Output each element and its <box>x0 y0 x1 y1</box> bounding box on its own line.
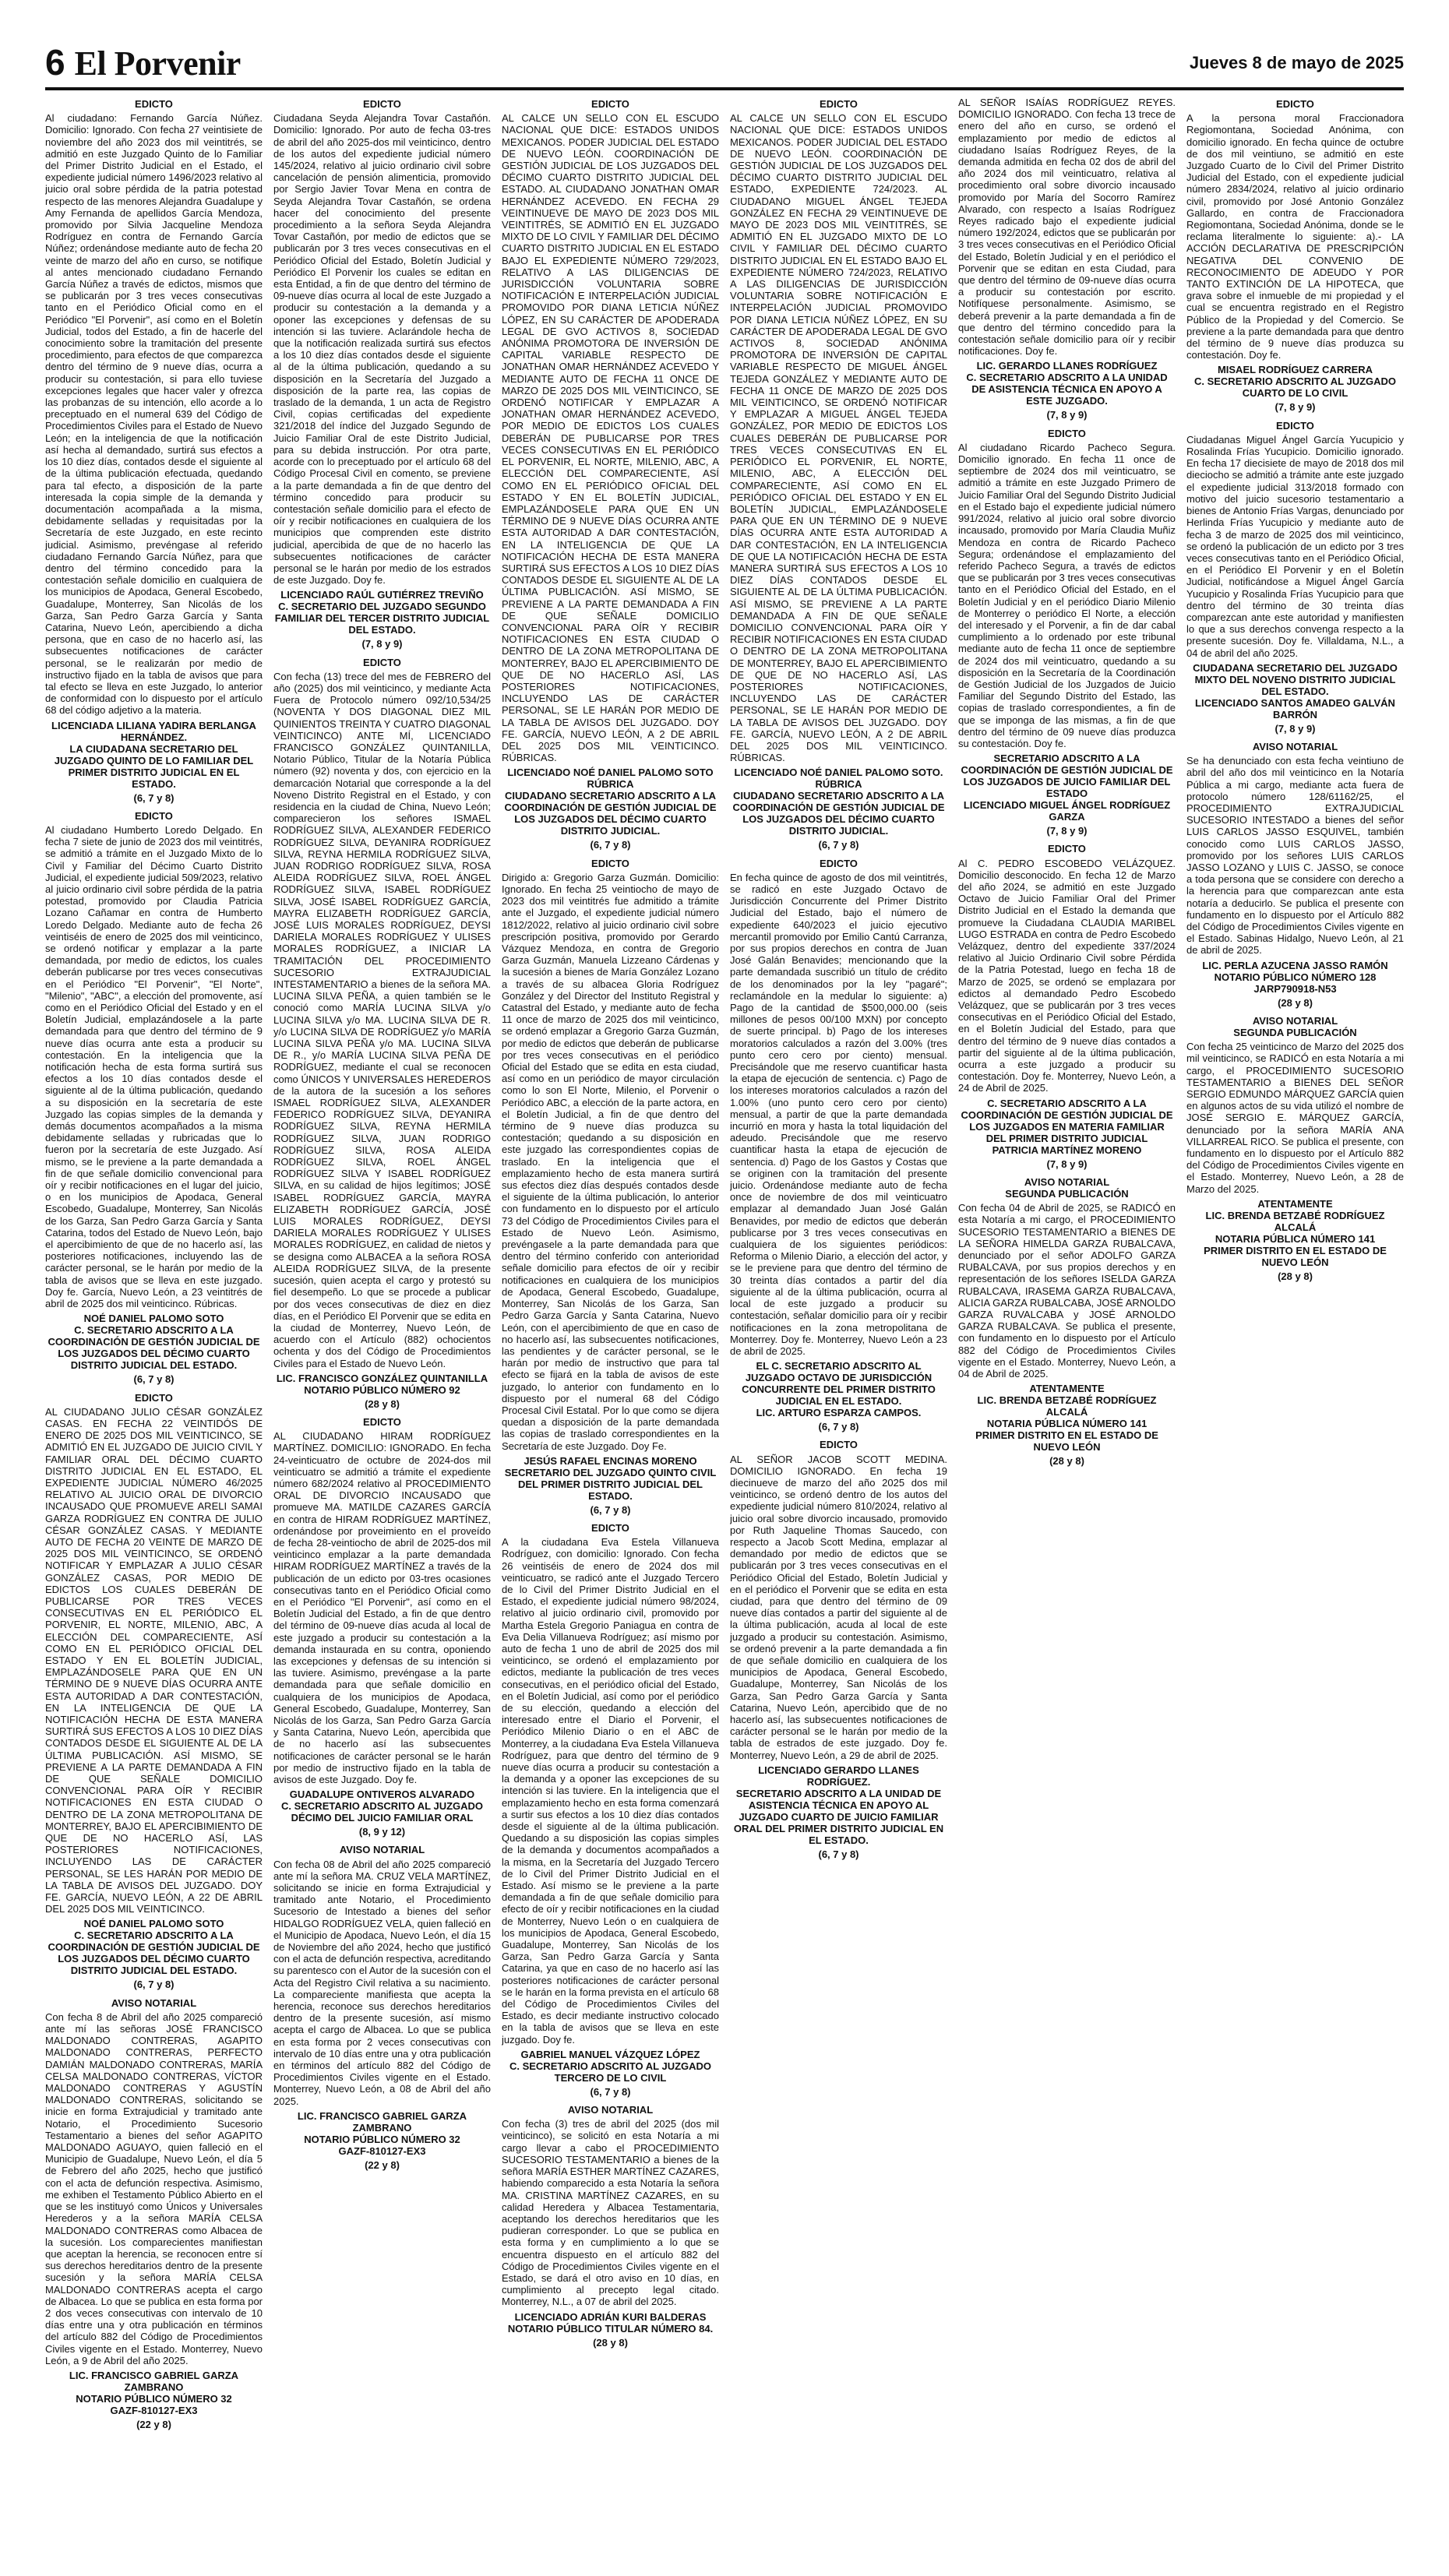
publication-dates: (6, 7 y 8) <box>133 1979 175 1991</box>
publication-dates: (28 y 8) <box>1278 996 1313 1009</box>
column-1 <box>45 97 263 2558</box>
notice-signature: LIC. FRANCISCO GONZÁLEZ QUINTANILLA NOTARIO PÚBLICO NÚMERO 92 <box>276 1372 488 1396</box>
notice-title: EDICTO <box>820 857 858 869</box>
publication-dates: (7, 8 y 9) <box>1046 825 1088 837</box>
notice-signature: LICENCIADA LILIANA YADIRA BERLANGA HERNÁNDEZ. LA CIUDADANA SECRETARIO DEL JUZGADO QUINTO DE LO FAMILIAR DEL PRIMER DISTRITO JUDICIAL EN EL ESTADO. <box>51 719 256 790</box>
notice-columns <box>45 97 1404 2558</box>
publication-dates: (28 y 8) <box>1278 1270 1313 1282</box>
notice-body: AL CALCE UN SELLO CON EL ESCUDO NACIONAL QUE DICE: ESTADOS UNIDOS MEXICANOS. PODER JUDICIAL DEL ESTADO DE NUEVO LEÓN. COORDINACIÓN DE GESTIÓN JUDICIAL DE LOS JUZGADOS DEL DÉCIMO CUARTO DISTRITO JUDICIAL DEL ESTADO, EXPEDIENTE 724/2023. AL CIUDADANO MIGUEL ÁNGEL TEJEDA GONZÁLEZ EN FECHA 29 VEINTINUEVE DE MAYO DE 2023 DOS MIL VEINTITRÉS, SE ADMITIÓ EN EL JUZGADO MIXTO DE LO CIVIL Y FAMILIAR DEL DÉCIMO CUARTO DISTRITO JUDICIAL EN EL ESTADO BAJO EL EXPEDIENTE NÚMERO 724/2023, RELATIVO A LAS DILIGENCIAS DE JURISDICCIÓN VOLUNTARIA SOBRE NOTIFICACIÓN E INTERPELACIÓN JUDICIAL PROMOVIDO POR DIANA LETICIA NÚÑEZ LÓPEZ, EN SU CARÁCTER DE APODERADA LEGAL DE GVO ACTIVOS 8, SOCIEDAD ANÓNIMA PROMOTORA DE INVERSIÓN DE CAPITAL VARIABLE RESPECTO DE MIGUEL ÁNGEL TEJEDA GONZÁLEZ Y MEDIANTE AUTO DE FECHA 11 ONCE DE MARZO DE 2025 DOS MIL VEINTICINCO, SE ORDENÓ NOTIFICAR Y EMPLAZAR A MIGUEL ÁNGEL TEJEDA GONZÁLEZ, POR MEDIO DE EDICTOS LOS CUALES DEBERÁN DE PUBLICARSE POR TRES VECES CONSECUTIVAS EN EL PERIÓDICO EL PORVENIR, EL NORTE, MILENIO, ABC, A ELECCIÓN DEL COMPARECIENTE, ASÍ COMO EN EL PERIÓDICO OFICIAL DEL ESTADO Y EN EL BOLETÍN JUDICIAL, EMPLAZÁNDOSELE PARA QUE EN UN TÉRMINO DE 9 NUEVE DÍAS OCURRA ANTE ESTA AUTORIDAD A DAR CONTESTACIÓN, EN LA INTELIGENCIA DE QUE LA NOTIFICACIÓN HECHA DE ESTA MANERA SURTIRÁ SUS EFECTOS A LOS 10 DIEZ DÍAS CONTADOS DESDE EL SIGUIENTE AL DE LA ÚLTIMA PUBLICACIÓN. ASÍ MISMO, SE PREVIENE A LA PARTE DEMANDADA A FIN DE QUE SEÑALE DOMICILIO CONVENCIONAL PARA OÍR Y RECIBIR NOTIFICACIONES EN ESTA CIUDAD O DENTRO DE LA ZONA METROPOLITANA DE MONTERREY, BAJO EL APERCIBIMIENTO DE QUE DE NO HACERLO ASÍ, LAS POSTERIORES NOTIFICACIONES, INCLUYENDO LAS DE CARÁCTER PERSONAL, SE LE HARÁN POR MEDIO DE LA TABLA DE AVISOS DEL JUZGADO. DOY FE. GARCÍA, NUEVO LEÓN, A 2 DE ABRIL DEL 2025 DOS MIL VEINTICINCO. RÚBRICAS. <box>730 112 947 764</box>
publication-date: Jueves 8 de mayo de 2025 <box>1189 53 1404 72</box>
column-4 <box>730 97 947 2558</box>
notice-signature: MISAEL RODRÍGUEZ CARRERA C. SECRETARIO ADSCRITO AL JUZGADO CUARTO DE LO CIVIL <box>1193 364 1397 400</box>
notice-signature: LICENCIADO GERARDO LLANES RODRÍGUEZ. SECRETARIO ADSCRITO A LA UNIDAD DE ASISTENCIA TÉCNICA EN APOYO AL JUZGADO CUARTO DE JUICIO FAMILIAR ORAL DEL PRIMER DISTRITO JUDICIAL EN EL ESTADO. <box>733 1764 944 1846</box>
notice-signature: LIC. PERLA AZUCENA JASSO RAMÓN NOTARIO PÚBLICO NÚMERO 128 JARP790918-N53 <box>1202 959 1388 995</box>
column-2 <box>273 97 491 2558</box>
legal-notice <box>273 657 491 1410</box>
notice-signature: NOÉ DANIEL PALOMO SOTO C. SECRETARIO ADSCRITO A LA COORDINACIÓN DE GESTIÓN JUDICIAL DE LOS JUZGADOS DEL DÉCIMO CUARTO DISTRITO JUDICIAL DEL ESTADO. <box>48 1918 260 1977</box>
notice-body: AL SEÑOR JACOB SCOTT MEDINA. DOMICILIO IGNORADO. En fecha 19 diecinueve de marzo del año 2025 dos mil veinticinco, se ordenó dentro de los autos del expediente judicial número 810/2024, relativo al juicio oral sobre divorcio incausado, promovido por Ruth Jaqueline Thomas Saucedo, con respecto a Jacob Scott Medina, emplazar al demandado por medio de edictos que se publicarán por 3 tres veces consecutivas en el Periódico Oficial del Estado, Boletín Judicial y en el periódico el Porvenir que se edita en esta ciudad, para que dentro del término de 09 nueve días contados a partir del siguiente al de la última publicación, acuda al local de este juzgado a producir su contestación. Asimismo, se ordenó prevenir a la parte demandada a fin de que señale domicilio en cualquiera de los municipios de Apodaca, General Escobedo, Guadalupe, Monterrey, San Nicolás de los Garza, San Pedro Garza García y Santa Catarina, Nuevo León, apercibido que de no hacerlo así, las subsecuentes notificaciones de carácter personal se le harán por medio de la tabla de estrados de este juzgado. Doy fe. Monterrey, Nuevo León, a 29 de abril de 2025. <box>730 1453 947 1761</box>
notice-title: AVISO NOTARIAL <box>567 2104 654 2116</box>
notice-title: EDICTO <box>591 857 629 869</box>
publication-dates: (6, 7 y 8) <box>590 839 631 851</box>
notice-signature: SECRETARIO ADSCRITO A LA COORDINACIÓN DE GESTIÓN JUDICIAL DE LOS JUZGADOS DE JUICIO FAMILIAR DEL ESTADO LICENCIADO MIGUEL ÁNGEL RODRÍGUEZ GARZA <box>961 752 1173 823</box>
notice-body: A la ciudadana Eva Estela Villanueva Rodríguez, con domicilio: Ignorado. Con fecha 26 veintiséis de enero de 2024 dos mil veinticuatro, se radicó ante el Juzgado Tercero de lo Civil del Primer Distrito Judicial en el Estado, el expediente judicial número 98/2024, relativo al juicio ordinario civil, promovido por Martha Estela Gregorio Paniagua en contra de Eva Delia Villanueva Rodríguez; así mismo por auto de fecha 1 uno de abril de 2025 dos mil veinticinco, se ordenó el emplazamiento por edictos, mediante la publicación de tres veces consecutivas, en el periódico oficial del Estado, en el Boletín Judicial, así como por el periódico de su elección, quedando a elección del interesado entre el Diario el Porvenir, el Periódico Milenio Diario o en el ABC de Monterrey, a la ciudadana Eva Estela Villanueva Rodríguez, para que dentro del término de 9 nueve días ocurra a producir su contestación a la demanda y a oponer las excepciones de su intención si las tuviere. En la inteligencia que el emplazamiento hecho en esta forma comenzará a surtir sus efectos a los 10 diez días contados desde el siguiente al de la última publicación. Quedando a su disposición las copias simples de la demanda y documentos acompañados a la misma, en la Secretaría del Juzgado Tercero de lo Civil del Primer Distrito Judicial en el Estado. Así mismo se le previene a la parte demandada a fin de que señale domicilio para efecto de oír y recibir notificaciones en la ciudad de Monterrey, Nuevo León o en cualquiera de los municipios de Apodaca, General Escobedo, Guadalupe, Monterrey, San Nicolás de los Garza, San Pedro Garza García y Santa Catarina, ya que en caso de no hacerlo así las posteriores notificaciones de carácter personal se le harán en la forma prevista en el artículo 68 del Código de Procedimientos Civiles del Estado, es decir mediante instructivo colocado en la tabla de avisos que se lleva en este juzgado. Doy fe. <box>502 1536 719 2046</box>
notice-body: AL SEÑOR ISAÍAS RODRÍGUEZ REYES. DOMICILIO IGNORADO. Con fecha 13 trece de enero del año en curso, se ordenó el emplazamiento por medio de edictos al ciudadano Isaías Rodríguez Reyes, de la demanda admitida en fecha 02 dos de abril del año 2024 dos mil veinticuatro, relativa al procedimiento oral sobre divorcio incausado promovido por María del Socorro Ramírez Alvarado, con respecto a Isaías Rodríguez Reyes radicado bajo el expediente judicial número 192/2024, edictos que se publicarán por 3 tres veces consecutivas en el Periódico Oficial del Estado, Boletín Judicial y en el periódico el Porvenir que se editan en esta Ciudad, para que dentro del término de 09-nueve días ocurra a producir su contestación por escrito. Notifíquese personalmente. Asimismo, se deberá prevenir a la parte demandada a fin de que dentro del término concedido para la contestación señale domicilio para oír y recibir notificaciones. Doy fe. <box>958 97 1176 358</box>
notice-body: Con fecha (3) tres de abril del 2025 (dos mil veinticinco), se solicitó en esta Notaría a mi cargo llevar a cabo el PROCEDIMIENTO SUCESORIO TESTAMENTARIO a bienes de la señora MARÍA ESTHER MARTÍNEZ CAZARES, habiendo comparecido a esta Notaría la señora MA. CRISTINA MARTÍNEZ CAZARES, en su calidad Heredera y Albacea Testamentaria, aceptando los derechos hereditarios que les pudieran corresponder. Lo que se publica en esta forma y en cumplimiento a lo que se encuentra dispuesto en el artículo 882 del Código de Procedimientos Civiles vigente en el Estado, se dará el otro aviso en 10 días, en cumplimiento al precepto legal citado. Monterrey, N.L., a 07 de abril del 2025. <box>502 2118 719 2308</box>
notice-body: Con fecha 8 de Abril del año 2025 compareció ante mí las señoras JOSÉ FRANCISCO MALDONADO CONTRERAS, AGAPITO MALDONADO CONTRERAS, PERFECTO DAMIÁN MALDONADO CONTRERAS, MARÍA CELSA MALDONADO CONTRERAS, VÍCTOR MALDONADO CONTRERAS Y AGUSTÍN MALDONADO CONTRERAS, solicitando se inicie en forma Extrajudicial y tramitado ante Notario, el Procedimiento Sucesorio Testamentario a bienes del señor AGAPITO MALDONADO AGUAYO, quien falleció en el Municipio de Guadalupe, Nuevo León, el día 5 de Febrero del año 2025, hecho que justificó con el acta de defunción respectiva. Asimismo, me exhiben el Testamento Público Abierto en el que se les instituyó como Únicos y Universales Herederos y a la señora MARÍA CELSA MALDONADO CONTRERAS como Albacea de la sucesión. Los comparecientes manifiestan que aceptan la herencia, se reconocen entre sí sus derechos hereditarios dentro de la presente sucesión y la señora MARÍA CELSA MALDONADO CONTRERAS acepta el cargo de Albacea. Lo que se publica en esta forma por 2 dos veces consecutivas con intervalo de 10 días entre una y otra publicación en términos del artículo 882 del Código de Procedimientos Civiles vigente en el Estado. Monterrey, Nuevo León, a 9 de Abril del año 2025. <box>45 2010 263 2366</box>
notice-body: Con fecha (13) trece del mes de FEBRERO del año (2025) dos mil veinticinco, y mediante Acta Fuera de Protocolo número 092/10,534/25 (NOVENTA Y DOS DIAGONAL DIEZ MIL QUINIENTOS TREINTA Y CUATRO DIAGONAL VEINTICINCO) ANTE MÍ, LICENCIADO FRANCISCO GONZÁLEZ QUINTANILLA, Notario Público, Titular de la Notaría Pública número (92) noventa y dos, con ejercicio en la demarcación Notarial que corresponde a la del Noveno Distrito Registral en el Estado, y con residencia en la ciudad de China, Nuevo León; comparecieron los señores ISMAEL RODRÍGUEZ SILVA, ALEXANDER FEDERICO RODRÍGUEZ SILVA, DEYANIRA RODRÍGUEZ SILVA, REYNA HERMILA RODRÍGUEZ SILVA, JUAN RODRIGO RODRÍGUEZ SILVA, ROSA ALEIDA RODRÍGUEZ SILVA, ROEL ÁNGEL RODRÍGUEZ SILVA, ISABEL RODRÍGUEZ SILVA, JOSÉ ISABEL RODRÍGUEZ GARCÍA, MAYRA ELIZABETH RODRÍGUEZ GARCÍA, JOSÉ LUIS MORALES RODRÍGUEZ, DEYSI DARIELA MORALES RODRÍGUEZ Y ULISES MORALES RODRÍGUEZ, a INICIAR LA TRAMITACIÓN DEL PROCEDIMIENTO SUCESORIO EXTRAJUDICIAL INTESTAMENTARIO a bienes de la señora MA. LUCINA SILVA PEÑA, a quien también se le conoció como MARÍA LUCINA SILVA y/o LUCINA SILVA y/o MA. LUCINA SILVA DE R. y/o LUCINA SILVA DE RODRÍGUEZ y/o MARÍA LUCINA SILVA PEÑA y/o MA. LUCINA SILVA DE R., y/o MARÍA LUCINA SILVA PEÑA DE RODRÍGUEZ, mediante el cual se reconocen como ÚNICOS Y UNIVERSALES HEREDEROS de la autora de la sucesión a los señores ISMAEL RODRÍGUEZ SILVA, ALEXANDER FEDERICO RODRÍGUEZ SILVA, DEYANIRA RODRÍGUEZ SILVA, REYNA HERMILA RODRÍGUEZ SILVA, JUAN RODRIGO RODRÍGUEZ SILVA, ROSA ALEIDA RODRÍGUEZ SILVA, ROEL ÁNGEL RODRÍGUEZ SILVA Y ISABEL RODRÍGUEZ SILVA, en su calidad de hijos legítimos; JOSÉ ISABEL RODRÍGUEZ GARCÍA, MAYRA ELIZABETH RODRÍGUEZ GARCÍA, JOSÉ LUIS MORALES RODRÍGUEZ, DEYSI DARIELA MORALES RODRÍGUEZ Y ULISES MORALES RODRÍGUEZ, en calidad de nietos y se designa como ALBACEA a la señora ROSA ALEIDA RODRÍGUEZ SILVA, de la presente sucesión, quien acepta el cargo y protestó su fiel desempeño. Lo que se procede a publicar por dos veces consecutivas de diez en diez días, en el Periódico El Porvenir que se edita en la ciudad de Monterrey, Nuevo León, de acuerdo con el Artículo (882) ochocientos ochenta y dos del Código de Procedimientos Civiles para el Estado de Nuevo León. <box>273 670 491 1369</box>
legal-notice <box>958 843 1176 1169</box>
notice-title: AVISO NOTARIAL SEGUNDA PUBLICACIÓN <box>1005 1175 1129 1200</box>
notice-signature: CIUDADANA SECRETARIO DEL JUZGADO MIXTO DEL NOVENO DISTRITO JUDICIAL DEL ESTADO. LICENCIADO SANTOS AMADEO GALVÁN BARRÓN <box>1193 661 1398 721</box>
notice-title: EDICTO <box>135 98 173 110</box>
notice-body: Ciudadanas Miguel Ángel García Yucupicio y Rosalinda Frías Yucupicio. Domicilio ignorado. En fecha 17 diecisiete de mayo de 2018 dos mil dieciocho se admitió a trámite ante este juzgado el expediente judicial 313/2018 formado con motivo del juicio sucesorio testamentario a bienes de Antonio Frías Vargas, denunciado por Herlinda Frías Yucupicio y mediante auto de fecha 3 de marzo de 2025 dos mil veinticinco, se ordenó la publicación de un edicto por 3 tres veces consecutivas tanto en el Periódico Oficial, en el Periódico El Porvenir y en el Boletín Judicial, notificándose a Miguel Ángel García Yucupicio y Rosalinda Frías Yucupicio para que dentro del término de 30 treinta días comparezcan ante este autoridad y manifiesten lo que a sus derechos convenga respecto a la presente sucesión. Doy fe. Villaldama, N.L., a 04 de abril del año 2025. <box>1186 433 1404 659</box>
legal-notice <box>273 1416 491 1838</box>
legal-notice <box>502 98 719 851</box>
publication-dates: (6, 7 y 8) <box>133 791 175 804</box>
publication-dates: (7, 8 y 9) <box>361 638 403 650</box>
notice-title: EDICTO <box>135 809 173 822</box>
publication-dates: (6, 7 y 8) <box>818 1848 859 1860</box>
legal-notice <box>45 1997 263 2431</box>
notice-signature: JESÚS RAFAEL ENCINAS MORENO SECRETARIO DEL JUZGADO QUINTO CIVIL DEL PRIMER DISTRITO JUDICIAL DEL ESTADO. <box>504 1454 717 1502</box>
notice-signature: LICENCIADO RAÚL GUTIÉRREZ TREVIÑO C. SECRETARIO DEL JUZGADO SEGUNDO FAMILIAR DEL TERCER DISTRITO JUDICIAL DEL ESTADO. <box>274 589 490 636</box>
publication-dates: (28 y 8) <box>593 2336 628 2349</box>
notice-signature: GUADALUPE ONTIVEROS ALVARADO C. SECRETARIO ADSCRITO AL JUZGADO DÉCIMO DEL JUICIO FAMILIAR ORAL <box>280 1788 484 1824</box>
notice-signature: C. SECRETARIO ADSCRITO A LA COORDINACIÓN DE GESTIÓN JUDICIAL DE LOS JUZGADOS EN MATERIA FAMILIAR DEL PRIMER DISTRITO JUDICIAL PATRICIA MARTÍNEZ MORENO <box>961 1097 1173 1156</box>
notice-signature: ATENTAMENTE LIC. BRENDA BETZABÉ RODRÍGUEZ ALCALÁ NOTARIA PÚBLICA NÚMERO 141 PRIMER DISTRITO EN EL ESTADO DE NUEVO LEÓN <box>975 1383 1158 1454</box>
notice-body: Con fecha 08 de Abril del año 2025 compareció ante mí la señora MA. CRUZ VELA MARTÍNEZ, solicitando se inicie en forma Extrajudicial y tramitado ante Notario, el Procedimiento Sucesorio de Intestado a bienes del señor HIDALGO RODRÍGUEZ VELA, quien falleció en el Municipio de Apodaca, Nuevo León, el día 15 de Noviembre del año 2024, hecho que justificó con el acta de defunción respectiva, acreditando su parentesco con el Autor de la sucesión con el Acta del Registro Civil relativa a su nacimiento. La compareciente manifiesta que acepta la herencia, reconoce sus derechos hereditarios dentro de la presente sucesión, así mismo acepta el cargo de Albacea. Lo que se publica en esta forma por 2 veces consecutivas con intervalo de 10 días entre una y otra publicación en términos del artículo 882 del Código de Procedimientos Civiles vigente en el Estado. Monterrey, Nuevo León, a 08 de Abril del año 2025. <box>273 1858 491 2107</box>
notice-title: EDICTO <box>1048 427 1086 439</box>
publication-dates: (8, 9 y 12) <box>358 1826 406 1838</box>
notice-body: AL CIUDADANO JULIO CÉSAR GONZÁLEZ CASAS. EN FECHA 22 VEINTIDÓS DE ENERO DE 2025 DOS MIL VEINTICINCO, SE ADMITIÓ EN EL JUZGADO DE JUICIO CIVIL Y FAMILIAR ORAL DEL DÉCIMO CUARTO DISTRITO JUDICIAL EN EL ESTADO, EL EXPEDIENTE JUDICIAL NÚMERO 46/2025 RELATIVO AL JUICIO ORAL DE DIVORCIO INCAUSADO QUE PROMUEVE ARELI SAMAI GARZA RODRÍGUEZ EN CONTRA DE JULIO CÉSAR GONZÁLEZ CASAS. Y MEDIANTE AUTO DE FECHA 20 VEINTE DE MARZO DE 2025 DOS MIL VEINTICINCO, SE ORDENÓ NOTIFICAR Y EMPLAZAR A JULIO CÉSAR GONZÁLEZ CASAS, POR MEDIO DE EDICTOS LOS CUALES DEBERÁN DE PUBLICARSE POR TRES VECES CONSECUTIVAS EN EL PERIÓDICO EL PORVENIR, EL NORTE, MILENIO, ABC, A ELECCIÓN DEL COMPARECIENTE, ASÍ COMO EN EL PERIÓDICO OFICIAL DEL ESTADO Y EN EL BOLETÍN JUDICIAL, EMPLAZÁNDOSELE PARA QUE EN UN TÉRMINO DE 9 NUEVE DÍAS OCURRA ANTE ESTA AUTORIDAD A DAR CONTESTACIÓN, EN LA INTELIGENCIA DE QUE LA NOTIFICACIÓN HECHA DE ESTA MANERA SURTIRÁ SUS EFECTOS A LOS 10 DIEZ DÍAS CONTADOS DESDE EL SIGUIENTE AL DE LA ÚLTIMA PUBLICACIÓN. ASÍ MISMO, SE PREVIENE A LA PARTE DEMANDADA A FIN DE QUE SEÑALE DOMICILIO CONVENCIONAL PARA OÍR Y RECIBIR NOTIFICACIONES EN ESTA CIUDAD O DENTRO DE LA ZONA METROPOLITANA DE MONTERREY, BAJO EL APERCIBIMIENTO DE QUE DE NO HACERLO ASÍ, LAS POSTERIORES NOTIFICACIONES, INCLUYENDO LAS DE CARÁCTER PERSONAL, SE LES HARÁN POR MEDIO DE LA TABLA DE AVISOS DEL JUZGADO. DOY FE. GARCÍA, NUEVO LEÓN, A 22 DE ABRIL DEL 2025 DOS MIL VEINTICINCO. <box>45 1405 263 1915</box>
notice-signature: LICENCIADO NOÉ DANIEL PALOMO SOTO RÚBRICA CIUDADANO SECRETARIO ADSCRITO A LA COORDINACIÓN DE GESTIÓN JUDICIAL DE LOS JUZGADOS DEL DÉCIMO CUARTO DISTRITO JUDICIAL. <box>504 766 717 837</box>
masthead-rule <box>45 87 1404 90</box>
legal-notice <box>1186 420 1404 735</box>
notice-signature: LIC. GERARDO LLANES RODRÍGUEZ C. SECRETARIO ADSCRITO A LA UNIDAD DE ASISTENCIA TÉCNICA EN APOYO A ESTE JUZGADO. <box>966 360 1168 407</box>
notice-title: EDICTO <box>135 1391 173 1404</box>
notice-body: AL CALCE UN SELLO CON EL ESCUDO NACIONAL QUE DICE: ESTADOS UNIDOS MEXICANOS. PODER JUDICIAL DEL ESTADO DE NUEVO LEÓN. COORDINACIÓN DE GESTIÓN JUDICIAL DE LOS JUZGADOS DEL DÉCIMO CUARTO DISTRITO JUDICIAL DEL ESTADO. AL CIUDADANO JONATHAN OMAR HERNÁNDEZ ACEVEDO. EN FECHA 29 VEINTINUEVE DE MAYO DE 2023 DOS MIL VEINTITRÉS, SE ADMITIÓ EN EL JUZGADO MIXTO DE LO CIVIL Y FAMILIAR DEL DÉCIMO CUARTO DISTRITO JUDICIAL EN EL ESTADO BAJO EL EXPEDIENTE NÚMERO 729/2023, RELATIVO A LAS DILIGENCIAS DE JURISDICCIÓN VOLUNTARIA SOBRE NOTIFICACIÓN E INTERPELACIÓN JUDICIAL PROMOVIDO POR DIANA LETICIA NÚÑEZ LÓPEZ, EN SU CARÁCTER DE APODERADA LEGAL DE GVO ACTIVOS 8, SOCIEDAD ANÓNIMA PROMOTORA DE INVERSIÓN DE CAPITAL VARIABLE RESPECTO DE JONATHAN OMAR HERNÁNDEZ ACEVEDO Y MEDIANTE AUTO DE FECHA 11 ONCE DE MARZO DE 2025 DOS MIL VEINTICINCO, SE ORDENÓ NOTIFICAR Y EMPLAZAR A JONATHAN OMAR HERNÁNDEZ ACEVEDO, POR MEDIO DE EDICTOS LOS CUALES DEBERÁN DE PUBLICARSE POR TRES VECES CONSECUTIVAS EN EL PERIÓDICO EL PORVENIR, EL NORTE, MILENIO, ABC, A ELECCIÓN DEL COMPARECIENTE, ASÍ COMO EN EL PERIÓDICO OFICIAL DEL ESTADO Y EN EL BOLETÍN JUDICIAL, EMPLAZÁNDOSELE PARA QUE EN UN TÉRMINO DE 9 NUEVE DÍAS OCURRA ANTE ESTA AUTORIDAD A DAR CONTESTACIÓN, EN LA INTELIGENCIA DE QUE LA NOTIFICACIÓN HECHA DE ESTA MANERA SURTIRÁ SUS EFECTOS A LOS 10 DIEZ DÍAS CONTADOS DESDE EL SIGUIENTE AL DE LA ÚLTIMA PUBLICACIÓN. ASÍ MISMO, SE PREVIENE A LA PARTE DEMANDADA A FIN DE QUE SEÑALE DOMICILIO CONVENCIONAL PARA OÍR Y RECIBIR NOTIFICACIONES EN ESTA CIUDAD O DENTRO DE LA ZONA METROPOLITANA DE MONTERREY, BAJO EL APERCIBIMIENTO DE QUE DE NO HACERLO ASÍ, LAS POSTERIORES NOTIFICACIONES, INCLUYENDO LAS DE CARÁCTER PERSONAL, SE LE HARÁN POR MEDIO DE LA TABLA DE AVISOS DEL JUZGADO. DOY FE. GARCÍA, NUEVO LEÓN, A 2 DE ABRIL DEL 2025 DOS MIL VEINTICINCO. RÚBRICAS. <box>502 112 719 764</box>
publication-dates: (6, 7 y 8) <box>590 1503 631 1516</box>
notice-title: AVISO NOTARIAL <box>339 1844 425 1856</box>
legal-notice <box>502 858 719 1516</box>
notice-signature: LIC. FRANCISCO GABRIEL GARZA ZAMBRANO NOTARIO PÚBLICO NÚMERO 32 GAZF-810127-EX3 <box>69 2369 239 2416</box>
notice-body: Con fecha 04 de Abril de 2025, se RADICÓ en esta Notaría a mi cargo, el PROCEDIMIENTO SUCESORIO TESTAMENTARIO a BIENES DE LA SEÑORA HIMELDA GARZA RUBALCAVA, denunciado por el señor ADOLFO GARZA RUBALCAVA, por sus propios derechos y en representación de los señores ISELDA GARZA RUBALCAVA, IRASEMA GARZA RUBALCAVA, ALICIA GARZA RUBALCABA, JOSÉ ARNOLDO GARZA RUVALCABA y JOSÉ ARNOLDO GARZA RUBALCAVA. Se publica el presente, con fundamento en lo dispuesto por el Artículo 882 del Código de Procedimientos Civiles vigente en el Estado. Monterrey, Nuevo León, a 04 de Abril de 2025. <box>958 1202 1176 1380</box>
notice-title: EDICTO <box>363 656 401 668</box>
notice-title: EDICTO <box>591 98 629 110</box>
notice-title: EDICTO <box>363 98 401 110</box>
legal-notice <box>1186 98 1404 414</box>
publication-dates: (7, 8 y 9) <box>1274 401 1316 414</box>
publication-dates: (6, 7 y 8) <box>133 1373 175 1386</box>
notice-title: AVISO NOTARIAL <box>111 1996 197 2009</box>
notice-signature: NOÉ DANIEL PALOMO SOTO C. SECRETARIO ADSCRITO A LA COORDINACIÓN DE GESTIÓN JUDICIAL DE LOS JUZGADOS DEL DÉCIMO CUARTO DISTRITO JUDICIAL DEL ESTADO. <box>48 1313 260 1372</box>
legal-notice <box>1186 1015 1404 1282</box>
notice-body: Se ha denunciado con esta fecha veintiuno de abril del año dos mil veinticinco en la Notaría Pública a mi cargo, mediante acta fuera de protocolo número 128/61162/25, el PROCEDIMIENTO EXTRAJUDICIAL SUCESORIO INTESTADO a bienes del señor LUIS CARLOS JASSO ESQUIVEL, también conocido como LUIS CARLOS JASSO, promovido por los señores LUIS CARLOS JASSO LOZANO y LUIS C. JASSO, se conoce a toda persona que se considere con derecho a la herencia para que comparezcan ante esta notaría a deducirlo. Se publica el presente con fundamento en lo dispuesto por el Artículo 882 del Código de Procedimientos Civiles vigente en el Estado. Sabinas Hidalgo, Nuevo León, al 21 de abril de 2025. <box>1186 755 1404 957</box>
publication-dates: (6, 7 y 8) <box>818 1421 859 1433</box>
notice-signature: LIC. FRANCISCO GABRIEL GARZA ZAMBRANO NOTARIO PÚBLICO NÚMERO 32 GAZF-810127-EX3 <box>297 2109 467 2157</box>
newspaper-name: El Porvenir <box>74 44 241 83</box>
legal-notice <box>958 428 1176 837</box>
column-5 <box>958 97 1176 2558</box>
notice-title: EDICTO <box>591 1521 629 1534</box>
notice-signature: EL C. SECRETARIO ADSCRITO AL JUZGADO OCTAVO DE JURISDICCIÓN CONCURRENTE DEL PRIMER DISTRITO JUDICIAL EN EL ESTADO. LIC. ARTURO ESPARZA CAMPOS. <box>742 1360 936 1419</box>
masthead <box>45 41 1404 86</box>
column-6 <box>1186 97 1404 2558</box>
publication-dates: (28 y 8) <box>1049 1455 1084 1468</box>
notice-title: EDICTO <box>820 1439 858 1451</box>
notice-title: EDICTO <box>820 98 858 110</box>
notice-body: A la persona moral Fraccionadora Regiomontana, Sociedad Anónima, con domicilio ignorado. En fecha quince de octubre de dos mil veintiuno, se admitió en este Juzgado Cuarto de lo Civil del Primer Distrito Judicial del Estado, con el expediente judicial número 2834/2024, relativo al juicio ordinario civil, promovido por José Antonio González Gallardo, en contra de Fraccionadora Regiomontana, Sociedad Anónima, donde se le reclama literalmente lo siguiente: a).- LA ACCIÓN DECLARATIVA DE PRESCRIPCIÓN NEGATIVA DEL CONVENIO DE RECONOCIMIENTO DE ADEUDO Y POR TANTO EXTINCIÓN DE LA HIPOTECA, que grava sobre el inmueble de mi propiedad y el cual se encuentra registrado en el Registro Público de la Propiedad y del Comercio. Se previene a la parte demandada para que dentro del término de 9 nueve días produzca su contestación. Doy fe. <box>1186 112 1404 361</box>
legal-notice <box>730 858 947 1433</box>
column-3 <box>502 97 719 2558</box>
publication-dates: (6, 7 y 8) <box>590 2085 631 2098</box>
notice-body: En fecha quince de agosto de dos mil veintitrés, se radicó en este Juzgado Octavo de Jurisdicción Concurrente del Primer Distrito Judicial del Estado, bajo el número de expediente 640/2023 el juicio ejecutivo mercantil promovido por Emilio Cantú Carranza, por sus propios derechos en contra de Juan José Galán Benavides; mencionando que la parte demandada suscribió un título de crédito de los denominados por la ley "pagaré"; reclamándole en la medular lo siguiente: a) Pago de la cantidad de $500,000.00 (seis millones de pesos 00/100 MXN) por concepto de suerte principal. b) Pago de los intereses moratorios calculados a razón del 3.00% (tres punto cero cero por ciento) mensual. Precisándole que me reservo cuantificar hasta la etapa de ejecución de sentencia. c) Pago de los intereses moratorios calculados a razón del 1.00% (uno punto cero cero por ciento) mensual, a partir de que la parte demandada incurrió en mora y hasta la total liquidación del adeudo. Precisándole que me reservo cuantificar hasta la etapa de ejecución de sentencia. d) Pago de los Gastos y Costas que se originen con la tramitación del presente juicio. Ordenándose mediante auto de fecha once de noviembre de dos mil veinticuatro emplazar al demandado Juan José Galán Benavides, por medio de edictos que deberán publicarse por 3 tres veces consecutivas en cualquiera de los siguientes periódicos: Reforma o Milenio Diario, a elección del actor, y se le previene para que dentro del término de 30 treinta días contados a partir del día siguiente al de la última publicación, ocurra al local de este juzgado a producir su contestación, señalar domicilio para oír y recibir notificaciones en la zona metropolitana de Monterrey. Doy fe. Monterrey, Nuevo León a 23 de abril de 2025. <box>730 871 947 1357</box>
notice-body: Dirigido a: Gregorio Garza Guzmán. Domicilio: Ignorado. En fecha 25 veintiocho de mayo de 2023 dos mil veintitrés fue admitido a trámite ante el Juzgado, el expediente judicial número 1812/2022, relativo al juicio ordinario civil sobre prescripción positiva, promovido por Gerardo Vázquez Mendoza, en contra de Gregorio Garza Guzmán, Manuela Lizzeano Cárdenas y la sucesión a bienes de María González Lozano a través de su albacea Gloria Rodríguez González y del Director del Instituto Registral y Catastral del Estado, y mediante auto de fecha 11 once de marzo de 2025 dos mil veinticinco, se ordenó emplazar a Gregorio Garza Guzmán, por medio de edictos que deberán de publicarse por tres veces consecutivas en el periódico Oficial del Estado que se edita en esta ciudad, así como en un periódico de mayor circulación como lo son El Norte, Milenio, el Porvenir o Periódico ABC, a elección de la parte actora, en el Boletín Judicial, a fin de que dentro del término de 9 nueve días produzca su contestación; quedando a su disposición en este juzgado las correspondientes copias de traslado. En la inteligencia que el emplazamiento hecho de esta manera surtirá sus efectos diez días después contados desde el siguiente de la última publicación, lo anterior con fundamento en lo dispuesto por el artículo 73 del Código de Procedimientos Civiles para el Estado de Nuevo León. Asimismo, prevéngasele a la parte demandada para que dentro del término conferido con anterioridad señale domicilio para efectos de oír y recibir notificaciones en cualquiera de los municipios de Apodaca, General Escobedo, Guadalupe, Monterrey, San Nicolás de los Garza, San Pedro Garza García y Santa Catarina, Nuevo León, con el apercibimiento de que en caso de no hacerlo así, las subsecuentes notificaciones, las pendientes y de carácter personal, se le harán por medio de instructivo que para tal efecto se fijará en la tabla de avisos de este juzgado, lo anterior con fundamento en lo dispuesto por el numeral 68 del Código Procesal Civil Estatal. Por lo que como se dijera quedan a disposición de la parte demandada las copias de traslado correspondientes en la Secretaría de este Juzgado. Doy Fe. <box>502 871 719 1452</box>
notice-signature: LICENCIADO NOÉ DANIEL PALOMO SOTO. RÚBRICA CIUDADANO SECRETARIO ADSCRITO A LA COORDINACIÓN DE GESTIÓN JUDICIAL DE LOS JUZGADOS DEL DÉCIMO CUARTO DISTRITO JUDICIAL. <box>732 766 945 837</box>
publication-dates: (22 y 8) <box>365 2158 400 2171</box>
notice-signature: GABRIEL MANUEL VÁZQUEZ LÓPEZ C. SECRETARIO ADSCRITO AL JUZGADO TERCERO DE LO CIVIL <box>509 2048 712 2084</box>
notice-body: Al ciudadano Ricardo Pacheco Segura. Domicilio ignorado. En fecha 11 once de septiembre de 2024 dos mil veinticuatro, se admitió a trámite en este Juzgado Primero de Juicio Familiar Oral del Segundo Distrito Judicial en el Estado bajo el expediente judicial número 991/2024, relativo al juicio oral sobre divorcio incausado, promovido por María Claudia Muñiz Mendoza en contra de Ricardo Pacheco Segura; ordenándose el emplazamiento del referido Pacheco Segura, a través de edictos que se publicarán por 3 tres veces consecutivas tanto en el Periódico Oficial del Estado, en el Boletín Judicial y en el periódico Diario Milenio de Monterrey o periódico El Norte, a elección del interesado y el Porvenir, a fin de dar cabal cumplimiento a lo ordenado por este tribunal mediante auto de fecha 11 once de septiembre de 2024 dos mil veinticuatro, quedando a su disposición en la Secretaría de la Coordinación de Gestión Judicial de los Juzgados de Juicio Familiar del Segundo Distrito del Estado, las copias de traslado correspondientes, a fin de que se imponga de las mismas, a fin de que dentro del término de 09 nueve días produzca su contestación. Doy fe. <box>958 441 1176 749</box>
notice-body: Al ciudadano: Fernando García Núñez. Domicilio: Ignorado. Con fecha 27 veintisiete de noviembre del año 2023 dos mil veintitrés, se admitió en este Juzgado Quinto de lo Familiar del Primer Distrito Judicial en el Estado, el expediente judicial número 1496/2023 relativo al juicio oral sobre pérdida de la patria potestad respecto de las menores Alejandra Guadalupe y Amy Fernanda de apellidos García Mendoza, promovido por Silvia Jacqueline Mendoza Rodríguez en contra de Fernando García Núñez; ordenándose mediante auto de fecha 20 veinte de marzo del año en curso, se notifique al antes mencionado ciudadano Fernando García Núñez a través de edictos, mismos que se publicarán por 3 tres veces consecutivas tanto en el Periódico Oficial como en el Periódico "El Porvenir", así como en el Boletín Judicial, todos del Estado, a fin de hacerle del conocimiento sobre la tramitación del presente procedimiento, para efectos de que comparezca dentro del término de 9 nueve días, ocurra a producir su contestación, si para ello tuviese excepciones legales que hacer valer y ofrezca las probanzas de su intención, ello acorde a lo preceptuado en el numeral 639 del Código de Procedimientos Civiles para el Estado de Nuevo León; en la inteligencia de que la notificación así hecha al demandado, surtirá sus efectos a los 10 diez días, contados desde el siguiente al de la última publicación efectuada, quedando para tal efecto, a disposición de la parte interesada la copia simple de la demanda y documentación acompañada a la misma, debidamente selladas y requisitadas por la Secretaría de este Juzgado, en este recinto judicial. Asimismo, prevéngase al referido ciudadano Fernando García Núñez, para que dentro del término concedido para la contestación señale domicilio en cualquiera de los municipios de Apodaca, General Escobedo, Guadalupe, Monterrey, San Nicolás de los Garza, San Pedro Garza García y Santa Catarina, Nuevo León, apercibiendo a dicha persona, que en caso de no hacerlo así, las subsecuentes notificaciones de carácter personal, se le realizarán por medio de instructivo fijado en la tabla de avisos que para tal efecto se lleva en este Juzgado, lo anterior de conformidad con lo dispuesto por el artículo 68 del código adjetivo a la materia. <box>45 112 263 717</box>
legal-notice <box>958 1176 1176 1468</box>
notice-title: EDICTO <box>1276 98 1314 110</box>
legal-notice <box>45 1392 263 1991</box>
publication-dates: (7, 8 y 9) <box>1046 1158 1088 1170</box>
notice-title: EDICTO <box>1048 843 1086 855</box>
legal-notice <box>1186 741 1404 1009</box>
legal-notice <box>502 1522 719 2098</box>
notice-title: AVISO NOTARIAL <box>1252 740 1338 752</box>
legal-notice <box>730 98 947 851</box>
legal-notice <box>45 810 263 1386</box>
notice-body: AL CIUDADANO HIRAM RODRÍGUEZ MARTÍNEZ. DOMICILIO: IGNORADO. En fecha 24-veinticuatro de octubre de 2024-dos mil veinticuatro se admitió a trámite el expediente número 682/2024 relativo al PROCEDIMIENTO ORAL DE DIVORCIO INCAUSADO que promueve MA. MATILDE CAZARES GARCÍA en contra de HIRAM RODRÍGUEZ MARTÍNEZ, ordenándose por proveimiento en el proveído de fecha 28-veintiocho de abril de 2025-dos mil veinticinco emplazar a la parte demandada HIRAM RODRÍGUEZ MARTÍNEZ a través de la publicación de un edicto por 03-tres ocasiones consecutivas tanto en el Periódico Oficial como en el Periódico "El Porvenir", así como en el Boletín Judicial del Estado, a fin de que dentro del término de 09-nueve días acuda al local de este juzgado a producir su contestación a la demanda instaurada en su contra, oponiendo las excepciones y defensas de su intención si las tuviere. Asimismo, prevéngase a la parte demandada para que señale domicilio en cualquiera de los municipios de Apodaca, General Escobedo, Guadalupe, Monterrey, San Nicolás de los Garza, San Pedro Garza García y Santa Catarina, Nuevo León, apercibida que de no hacerlo así las subsecuentes notificaciones de carácter personal se le harán por medio de instructivo fijado en la tabla de avisos de este Juzgado. Doy fe. <box>273 1430 491 1786</box>
notice-title: AVISO NOTARIAL SEGUNDA PUBLICACIÓN <box>1233 1014 1357 1038</box>
notice-body: Con fecha 25 veinticinco de Marzo del 2025 dos mil veinticinco, se RADICÓ en esta Notaría a mi cargo, el PROCEDIMIENTO SUCESORIO TESTAMENTARIO a BIENES DEL SEÑOR SERGIO EDMUNDO MÁRQUEZ GARCÍA quien en algunos actos de su vida utilizó el nombre de JOSÉ SERGIO E. MÁRQUEZ GARCÍA, denunciado por la señora MARÍA ANA VILLARREAL RICO. Se publica el presente, con fundamento en lo dispuesto por el Artículo 882 del Código de Procedimientos Civiles vigente en el Estado. Monterrey, Nuevo León, a 28 de Marzo del 2025. <box>1186 1041 1404 1195</box>
legal-notice <box>958 97 1176 421</box>
notice-body: Al ciudadano Humberto Loredo Delgado. En fecha 7 siete de junio de 2023 dos mil veintitrés, se admitió a trámite en el Juzgado Mixto de lo Civil y Familiar del Décimo Cuarto Distrito Judicial, el expediente judicial 509/2023, relativo al juicio ordinario civil sobre pérdida de la patria potestad, promovido por Claudia Patricia Lozano Cañamar en contra de Humberto Loredo Delgado. Mediante auto de fecha 26 veintiséis de enero de 2025 dos mil veinticinco, se ordenó notificar y emplazar a la parte demandada, por medio de edictos, los cuales deberán publicarse por tres veces consecutivas en el Periódico "El Porvenir", "El Norte", "Milenio", "ABC", a elección del promovente, así como en el Periódico Oficial del Estado y en el Boletín Judicial, emplazándosele a la parte demandada para que dentro del término de 9 nueve días ocurra ante esta a producir su contestación. En la inteligencia que la notificación hecha de esta forma surtirá sus efectos a los 10 días contados desde el siguiente al de la última publicación, quedando a su disposición en la secretaría de este Juzgado las copias simples de la demanda y demás documentos acompañados a la misma debidamente selladas y rubricadas que lo fueron por la secretaría de este Juzgado. Así mismo, se le previene a la parte demandada a fin de que señale domicilio convencional para oír y recibir notificaciones en el lugar del juicio, o en los municipios de Apodaca, General Escobedo, Guadalupe, Monterrey, San Nicolás de los Garza, San Pedro Garza García y Santa Catarina, todos del Estado de Nuevo León, bajo el apercibimiento de que de no hacerlo así, las posteriores notificaciones, incluyendo las de carácter personal, se le harán por medio de la tabla de avisos que se lleva en este juzgado. Doy fe. García, Nuevo León, a 23 veintitrés de abril de 2025 dos mil veinticinco. Rúbricas. <box>45 823 263 1310</box>
notice-body: Al C. PEDRO ESCOBEDO VELÁZQUEZ. Domicilio desconocido. En fecha 12 de Marzo del año 2024, se admitió en este Juzgado Octavo de Juicio Familiar Oral del Primer Distrito Judicial en el Estado la demanda que promueve la Ciudadana CLAUDIA MARIBEL LUGO ESTRADA en contra de Pedro Escobedo Velázquez, dentro del expediente 337/2024 relativo al Juicio Ordinario Civil sobre Pérdida de la Patria Potestad, luego en fecha 18 de Marzo de 2025, se ordenó se emplazara por edictos al demandado Pedro Escobedo Velázquez, que se publicarán por 3 tres veces consecutivas en el Periódico Oficial del Estado, en el Boletín Judicial del Estado, para que dentro del término de 9 nueve días contados a partir del siguiente al de la última publicación, ocurra a este juzgado a producir su contestación. Doy fe. Monterrey, Nuevo León, a 24 de Abril de 2025. <box>958 857 1176 1094</box>
notice-title: EDICTO <box>1276 419 1314 432</box>
notice-signature: LICENCIADO ADRIÁN KURI BALDERAS NOTARIO PÚBLICO TITULAR NÚMERO 84. <box>507 2310 714 2335</box>
notice-title: EDICTO <box>363 1415 401 1428</box>
publication-dates: (7, 8 y 9) <box>1046 409 1088 421</box>
masthead-left <box>45 41 241 86</box>
legal-notice <box>730 1439 947 1860</box>
publication-dates: (22 y 8) <box>136 2418 171 2430</box>
notice-body: Ciudadana Seyda Alejandra Tovar Castañón. Domicilio: Ignorado. Por auto de fecha 03-tres de abril del año 2025-dos mil veinticinco, dentro de los autos del expediente judicial número 145/2024, relativo al juicio ordinario civil sobre cancelación de pensión alimenticia, promovido por Sergio Javier Tovar Mena en contra de Seyda Alejandra Tovar Castañón, se ordena hacer del conocimiento del presente procedimiento a la señora Seyda Alejandra Tovar Castañón, por medio de edictos que se publicarán por 3 tres veces consecutivas en el Periódico Oficial del Estado, Boletín Judicial y Periódico El Porvenir los cuales se editan en esta Entidad, a fin de que dentro del término de 09-nueve días ocurra al local de este Juzgado a producir su contestación a la demanda y a oponer las excepciones y defensas de su intención si las tuviere. Aclarándole hecha de que la notificación realizada surtirá sus efectos a los 10 diez días contados desde el siguiente al de la última publicación, quedando a su disposición en la Secretaría del Juzgado a disposición de la parte rea, las copias de traslado de la demanda, 1 un acta de Registro Civil, copias certificadas del expediente 321/2018 del índice del Juzgado Segundo de Juicio Familiar Oral de este Distrito Judicial, para su debida instrucción. Por otra parte, acorde con lo preceptuado por el artículo 68 del Código Procesal Civil en comento, se previene a la parte demandada a fin de que dentro del término concedido para producir su contestación señale domicilio para el efecto de oír y recibir notificaciones en cualquiera de los municipios que comprenden este distrito judicial, apercibida de que de no hacerlo las subsecuentes notificaciones de carácter personal se le harán por medio de los estrados de este Juzgado. Doy fe. <box>273 112 491 587</box>
page-number: 6 <box>45 42 65 83</box>
notice-signature: ATENTAMENTE LIC. BRENDA BETZABÉ RODRÍGUEZ ALCALÁ NOTARIA PÚBLICA NÚMERO 141 PRIMER DISTRITO EN EL ESTADO DE NUEVO LEÓN <box>1204 1197 1387 1268</box>
legal-notice <box>273 98 491 650</box>
publication-dates: (7, 8 y 9) <box>1274 722 1316 735</box>
legal-notice <box>273 1844 491 2171</box>
legal-notice <box>45 98 263 804</box>
legal-notice <box>502 2104 719 2349</box>
publication-dates: (28 y 8) <box>365 1397 400 1410</box>
publication-dates: (6, 7 y 8) <box>818 839 859 851</box>
